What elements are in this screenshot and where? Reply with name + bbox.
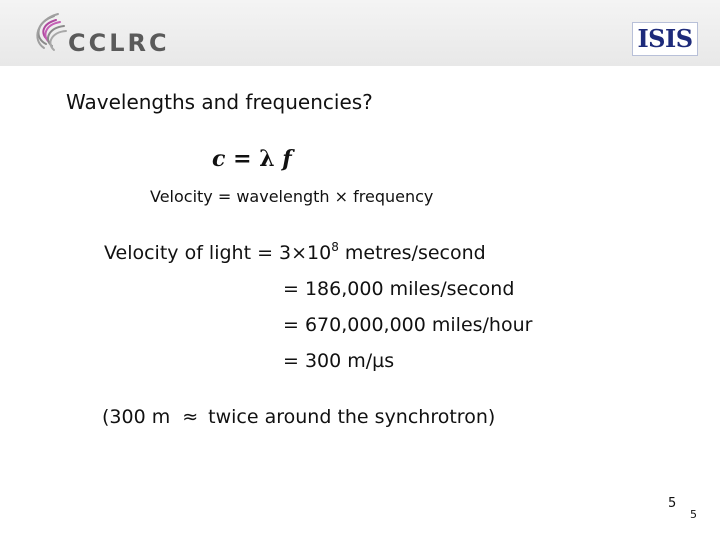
formula-c: c [212, 146, 226, 172]
note-after: twice around the synchrotron) [208, 406, 496, 428]
isis-logo [632, 22, 698, 56]
formula-caption: Velocity = wavelength × frequency [150, 187, 434, 206]
approx-symbol: ≈ [182, 406, 199, 428]
speed-row-1 [104, 240, 486, 264]
speed-row-4: = 300 m/µs [283, 350, 395, 372]
formula-equals: = [233, 146, 252, 172]
speed-row-1-suffix: metres/second [338, 242, 486, 264]
page-number: 5 [668, 496, 677, 511]
formula-lambda: λ [259, 146, 275, 172]
speed-row-1-prefix: Velocity of light = 3×10 [104, 242, 332, 264]
note-before: (300 m [102, 406, 171, 428]
speed-row-1-exponent: 8 [331, 240, 339, 254]
page-number-small: 5 [690, 508, 697, 521]
synchrotron-note [102, 406, 495, 428]
speed-row-2: = 186,000 miles/second [283, 278, 515, 300]
formula [212, 146, 292, 172]
slide-title: Wavelengths and frequencies? [66, 90, 373, 114]
speed-row-3: = 670,000,000 miles/hour [283, 314, 533, 336]
cclrc-logo-text: CCLRC [68, 29, 170, 57]
isis-logo-text: ISIS [637, 24, 693, 53]
formula-f: f [282, 146, 292, 172]
